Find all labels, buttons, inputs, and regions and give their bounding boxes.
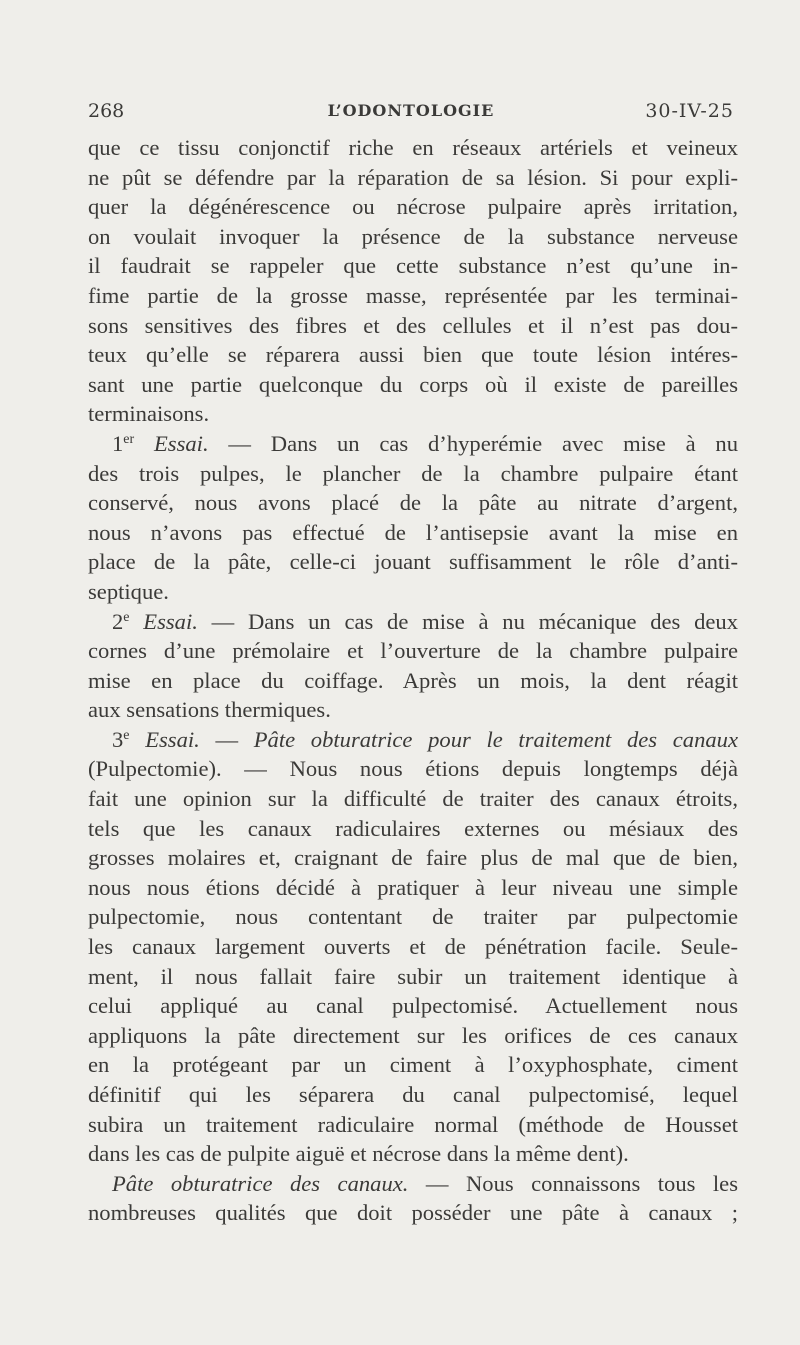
- text-line: pulpectomie, nous contentant de traiter par pulpectomie: [88, 904, 738, 930]
- essai-number: 3: [112, 726, 124, 752]
- text-line: il faudrait se rappeler que cette substance n’est qu’une in-: [88, 253, 738, 279]
- text-line: subira un traitement radiculaire normal (méthode de Housset: [88, 1111, 738, 1137]
- section-title: Pâte obturatrice des canaux.: [112, 1170, 409, 1196]
- text-line: fait une opinion sur la difficulté de traiter des canaux étroits,: [88, 786, 738, 812]
- text-line: nous n’avons pas effectué de l’antisepsie avant la mise en: [88, 519, 738, 545]
- text-line: que ce tissu conjonctif riche en réseaux artériels et veineux: [88, 135, 738, 160]
- essai-3-heading-line: [88, 725, 738, 755]
- text-line: appliquons la pâte directement sur les orifices de ces canaux: [88, 1022, 738, 1048]
- text-line: teux qu’elle se réparera aussi bien que toute lésion intéres-: [88, 342, 738, 368]
- essai-ordinal: e: [123, 609, 130, 625]
- text-line: on voulait invoquer la présence de la substance nerveuse: [88, 223, 738, 249]
- essai-number: 1: [112, 430, 124, 456]
- text-line: les canaux largement ouverts et de pénétration facile. Seule-: [88, 934, 738, 960]
- text-line: terminaisons.: [88, 401, 210, 427]
- essai-label: Essai.: [153, 430, 209, 456]
- essai-dash: —: [215, 726, 239, 752]
- text-line: sant une partie quelconque du corps où il existe de pareilles: [88, 371, 738, 397]
- essai-text: — Dans un cas d’hyperémie avec mise à nu: [228, 430, 738, 456]
- essai-label: Essai.: [143, 608, 198, 634]
- text-line: septique.: [88, 578, 169, 604]
- text-line: conservé, nous avons placé de la pâte au nitrate d’argent,: [88, 490, 738, 516]
- text-line: nombreuses qualités que doit posséder une pâte à canaux ;: [88, 1200, 738, 1226]
- text-line: dans les cas de pulpite aiguë et nécrose dans la même dent).: [88, 1141, 629, 1167]
- section-text: — Nous connaissons tous les: [425, 1170, 738, 1196]
- essai-ordinal: e: [123, 727, 130, 743]
- text-line: quer la dégénérescence ou nécrose pulpaire après irritation,: [88, 194, 738, 220]
- body-text: [88, 133, 738, 1228]
- text-line: des trois pulpes, le plancher de la chambre pulpaire étant: [88, 460, 738, 486]
- page-number: 268: [88, 100, 125, 122]
- text-line: ment, il nous fallait faire subir un traitement identique à: [88, 963, 738, 989]
- running-header: [88, 100, 734, 130]
- text-line: mise en place du coiffage. Après un mois, la dent réagit: [88, 667, 738, 693]
- text-line: celui appliqué au canal pulpectomisé. Actuellement nous: [88, 993, 738, 1019]
- section-heading-line: [88, 1169, 738, 1199]
- text-line: fime partie de la grosse masse, représentée par les terminai-: [88, 282, 738, 308]
- text-line: nous nous étions décidé à pratiquer à leur niveau une simple: [88, 874, 738, 900]
- issue-date: 30-IV-25: [645, 100, 734, 122]
- text-line: (Pulpectomie). — Nous nous étions depuis longtemps déjà: [88, 756, 738, 782]
- essai-number: 2: [112, 608, 124, 634]
- text-line: ne pût se défendre par la réparation de sa lésion. Si pour expli-: [88, 164, 738, 190]
- essai-ordinal: er: [123, 431, 135, 447]
- text-line: définitif qui les séparera du canal pulpectomisé, lequel: [88, 1082, 738, 1107]
- text-line: sons sensitives des fibres et des cellules et il n’est pas dou-: [88, 312, 738, 338]
- journal-title: L’ODONTOLOGIE: [327, 101, 495, 120]
- text-line: grosses molaires et, craignant de faire plus de mal que de bien,: [88, 845, 738, 871]
- essai-text: — Dans un cas de mise à nu mécanique des deux: [211, 608, 739, 634]
- text-line: cornes d’une prémolaire et l’ouverture de la chambre pulpaire: [88, 638, 738, 664]
- essai-title: Pâte obturatrice pour le traitement des canaux: [253, 726, 738, 752]
- text-line: aux sensations thermiques.: [88, 697, 331, 723]
- text-line: en la protégeant par un ciment à l’oxyphosphate, ciment: [88, 1052, 738, 1078]
- essai-2-heading-line: [88, 607, 738, 637]
- essai-1-heading-line: [88, 429, 738, 459]
- text-line: place de la pâte, celle-ci jouant suffisamment le rôle d’anti-: [88, 549, 738, 575]
- essai-label: Essai.: [145, 726, 200, 752]
- text-line: tels que les canaux radiculaires externes ou mésiaux des: [88, 815, 738, 841]
